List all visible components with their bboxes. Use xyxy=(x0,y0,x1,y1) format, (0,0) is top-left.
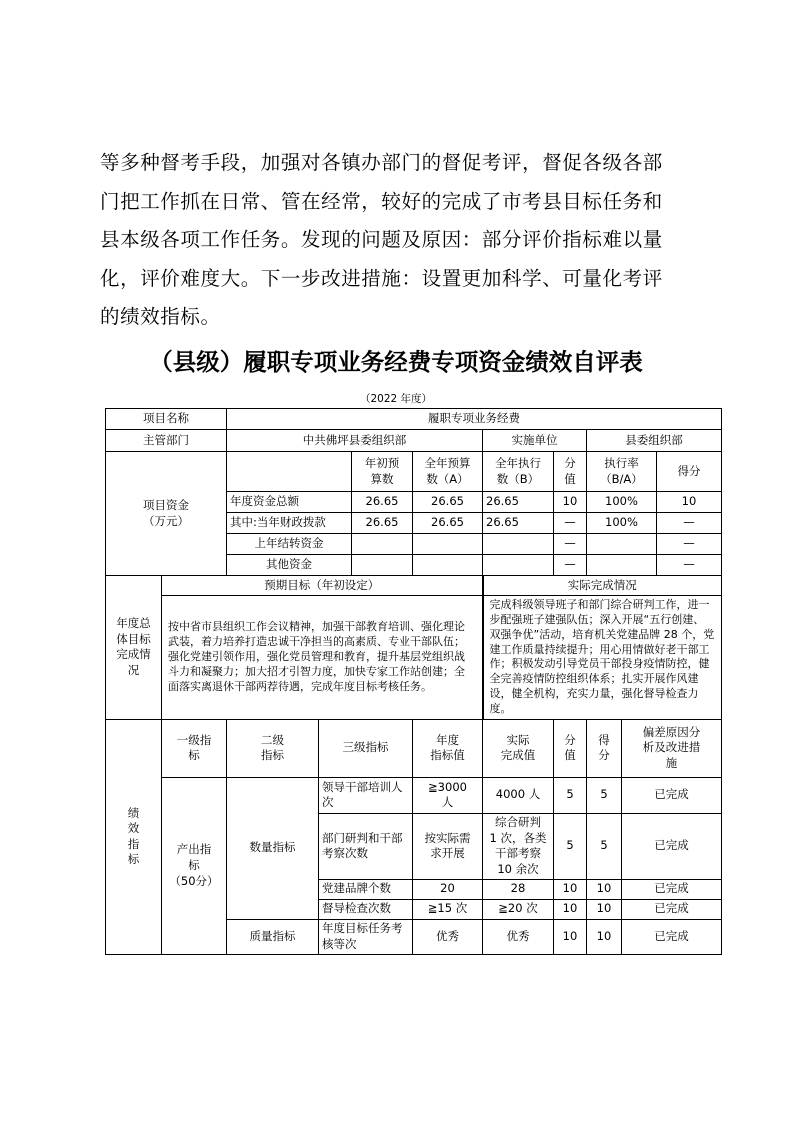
perf-header-level1: 一级指 标 xyxy=(162,719,227,777)
perf-score: 5 xyxy=(587,813,622,879)
header-full-exec: 全年执行 数（B） xyxy=(483,452,554,492)
impl-value: 县委组织部 xyxy=(587,430,722,452)
funds-row-label: 其中:当年财政拨款 xyxy=(227,513,352,534)
project-name-label: 项目名称 xyxy=(106,409,227,430)
funds-label: 项目资金 （万元） xyxy=(106,452,227,576)
perf-deviation: 已完成 xyxy=(622,879,722,899)
impl-label: 实施单位 xyxy=(483,430,587,452)
perf-actual: ≧20 次 xyxy=(483,899,554,919)
paragraph-line: 化，评价难度大。下一步改进措施：设置更加科学、可量化考评 xyxy=(100,266,663,290)
table-row xyxy=(106,596,722,720)
funds-rate: 100% xyxy=(587,513,657,534)
perf-level3: 年度目标任务考核等次 xyxy=(319,919,413,954)
perf-level3: 领导干部培训人次 xyxy=(319,777,413,813)
dept-value: 中共佛坪县委组织部 xyxy=(227,430,483,452)
perf-actual: 优秀 xyxy=(483,919,554,954)
goal-expected-header: 预期目标（年初设定） xyxy=(162,576,483,596)
evaluation-table xyxy=(105,408,722,955)
goal-actual-text: 完成科级领导班子和部门综合研判工作，进一步配强班子建强队伍；深入开展“五行创建、双强争优”活动，培育机关党建品牌 28 个，党建工作质量持续提升；用心用情做好老干部工作；积极发动引导党员干部投身疫情防控，健全完善疫情防控组织体系；扎实开展作风建设，健全机构，充实力量，强化督导检查力度。 xyxy=(483,596,722,720)
perf-score: 10 xyxy=(587,899,622,919)
funds-exec: 26.65 xyxy=(483,492,554,513)
perf-actual: 综合研判 1 次，各类 干部考察 10 余次 xyxy=(483,813,554,879)
header-exec-rate: 执行率 （B/A） xyxy=(587,452,657,492)
table-row xyxy=(106,777,722,813)
quality-label: 质量指标 xyxy=(227,919,319,954)
funds-score: 10 xyxy=(657,492,722,513)
funds-header-blank xyxy=(227,452,352,492)
output-label: 产出指 标 （50分） xyxy=(162,777,227,954)
funds-init xyxy=(352,534,413,555)
perf-header-actual: 实际 完成值 xyxy=(483,719,554,777)
header-score-value: 分 值 xyxy=(554,452,587,492)
funds-full: 26.65 xyxy=(413,513,483,534)
goal-label: 年度总 体目标 完成情 况 xyxy=(106,576,162,720)
funds-score: — xyxy=(657,534,722,555)
perf-level3: 部门研判和干部考察次数 xyxy=(319,813,413,879)
table-year: （2022 年度） xyxy=(359,393,433,405)
perf-target: 按实际需 求开展 xyxy=(413,813,483,879)
perf-score: 5 xyxy=(587,777,622,813)
dept-label: 主管部门 xyxy=(106,430,227,452)
funds-value: — xyxy=(554,555,587,576)
table-row xyxy=(106,452,722,492)
funds-exec: 26.65 xyxy=(483,513,554,534)
funds-value: 10 xyxy=(554,492,587,513)
perf-value: 10 xyxy=(554,899,587,919)
table-row xyxy=(106,719,722,777)
table-row xyxy=(106,576,722,596)
header-score: 得分 xyxy=(657,452,722,492)
funds-init: 26.65 xyxy=(352,513,413,534)
paragraph-line: 的绩效指标。 xyxy=(100,305,221,328)
funds-row-label: 年度资金总额 xyxy=(227,492,352,513)
table-title: （县级）履职专项业务经费专项资金绩效自评表 xyxy=(149,348,643,376)
paragraph-line: 门把工作抓在日常、管在经常，较好的完成了市考县目标任务和 xyxy=(100,189,663,213)
perf-actual: 28 xyxy=(483,879,554,899)
goal-actual-header: 实际完成情况 xyxy=(483,576,722,596)
table-row xyxy=(106,430,722,452)
perf-deviation: 已完成 xyxy=(622,777,722,813)
goal-expected-text: 按中省市县组织工作会议精神，加强干部教育培训、强化理论武装，着力培养打造忠诚干净担当的高素质、专业干部队伍；强化党建引领作用，强化党员管理和教育，提升基层党组织战斗力和凝聚力；加大招才引智力度，加快专家工作站创建；全面落实离退休干部两荐待遇，完成年度目标考核任务。 xyxy=(162,596,483,720)
table-row xyxy=(106,409,722,430)
perf-header-level2: 二级 指标 xyxy=(227,719,319,777)
funds-init xyxy=(352,555,413,576)
perf-target: 20 xyxy=(413,879,483,899)
project-name-value: 履职专项业务经费 xyxy=(227,409,722,430)
perf-score: 10 xyxy=(587,879,622,899)
funds-rate: 100% xyxy=(587,492,657,513)
paragraph-line: 县本级各项工作任务。发现的问题及原因：部分评价指标难以量 xyxy=(100,228,663,251)
funds-rate xyxy=(587,555,657,576)
perf-level3: 党建品牌个数 xyxy=(319,879,413,899)
funds-init: 26.65 xyxy=(352,492,413,513)
perf-value: 10 xyxy=(554,919,587,954)
perf-header-level3: 三级指标 xyxy=(319,719,413,777)
funds-exec xyxy=(483,534,554,555)
perf-value: 5 xyxy=(554,777,587,813)
paragraph-line: 等多种督考手段，加强对各镇办部门的督促考评，督促各级各部 xyxy=(100,151,663,174)
perf-header-score: 得 分 xyxy=(587,719,622,777)
funds-score: — xyxy=(657,555,722,576)
funds-full xyxy=(413,534,483,555)
perf-header-deviation: 偏差原因分 析及改进措 施 xyxy=(622,719,722,777)
perf-deviation: 已完成 xyxy=(622,919,722,954)
quantity-label: 数量指标 xyxy=(227,777,319,919)
perf-header-value: 分 值 xyxy=(554,719,587,777)
perf-deviation: 已完成 xyxy=(622,813,722,879)
body-paragraph xyxy=(100,144,700,337)
funds-value: — xyxy=(554,513,587,534)
perf-target: ≧3000 人 xyxy=(413,777,483,813)
funds-score: — xyxy=(657,513,722,534)
perf-actual: 4000 人 xyxy=(483,777,554,813)
perf-header-target: 年度 指标值 xyxy=(413,719,483,777)
perf-level3: 督导检查次数 xyxy=(319,899,413,919)
funds-row-label: 其他资金 xyxy=(227,555,352,576)
header-full-budget: 全年预算 数（A） xyxy=(413,452,483,492)
perf-deviation: 已完成 xyxy=(622,899,722,919)
perf-score: 10 xyxy=(587,919,622,954)
header-init-budget: 年初预 算数 xyxy=(352,452,413,492)
funds-exec xyxy=(483,555,554,576)
funds-value: — xyxy=(554,534,587,555)
perf-target: ≧15 次 xyxy=(413,899,483,919)
funds-full: 26.65 xyxy=(413,492,483,513)
perf-value: 5 xyxy=(554,813,587,879)
perf-label: 绩 效 指 标 xyxy=(106,719,162,954)
perf-target: 优秀 xyxy=(413,919,483,954)
funds-rate xyxy=(587,534,657,555)
funds-row-label: 上年结转资金 xyxy=(227,534,352,555)
perf-value: 10 xyxy=(554,879,587,899)
funds-full xyxy=(413,555,483,576)
